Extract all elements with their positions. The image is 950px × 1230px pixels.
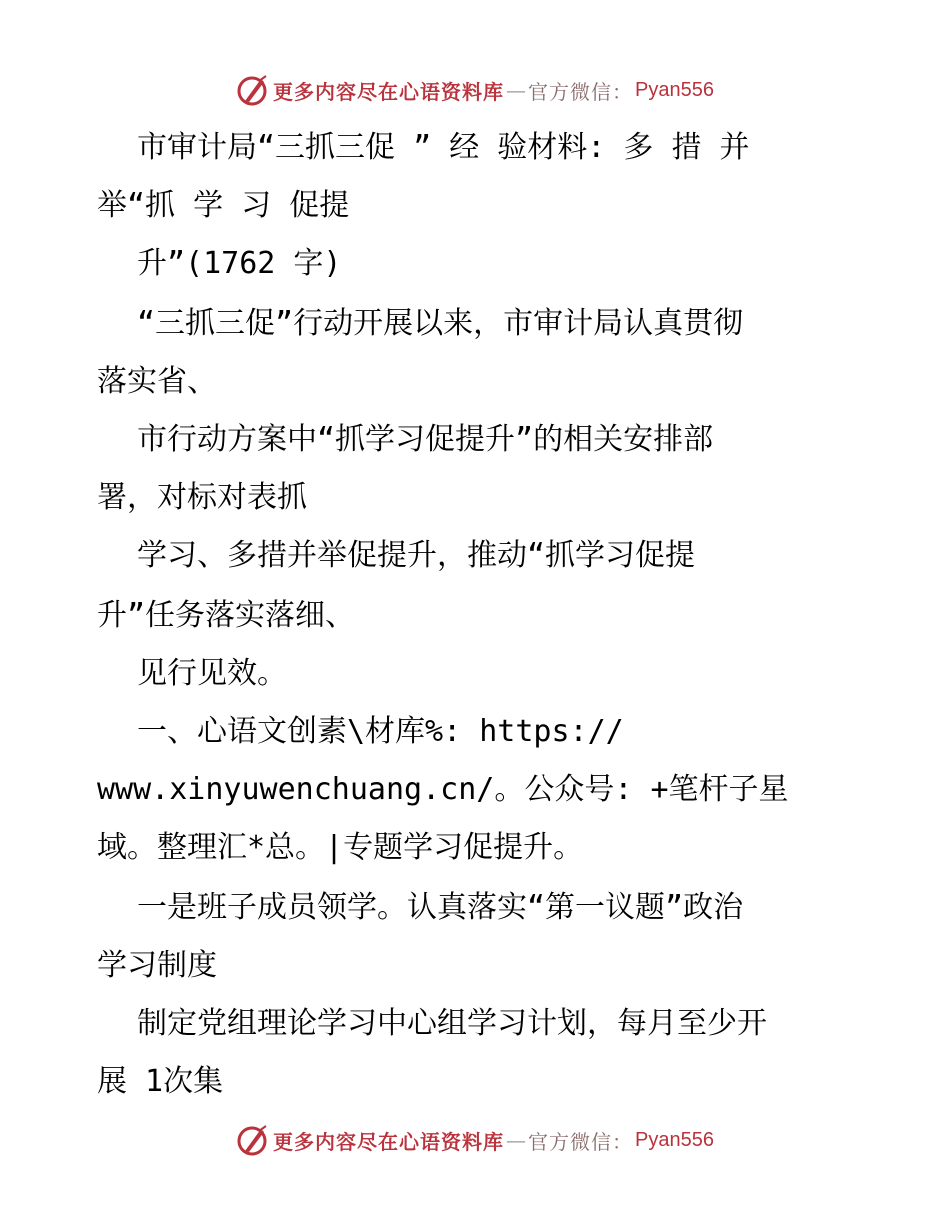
text-line: 学习、多措并举促提升，推动“抓学习促提	[137, 538, 696, 573]
watermark-main-text: 更多内容尽在心语资料库	[273, 79, 504, 104]
text-line: 落实省、	[97, 364, 217, 399]
text-line: 一是班子成员领学。认真落实“第一议题”政治	[137, 890, 744, 925]
watermark-wechat-id: Pyan556	[635, 78, 714, 101]
watermark-wechat-label: 官方微信：	[528, 1129, 633, 1154]
text-line: 升”任务落实落细、	[97, 598, 356, 633]
text-line: 举“抓 学 习 促提	[97, 188, 350, 223]
text-line: 市审计局“三抓三促 ” 经 验材料: 多 措 并	[137, 130, 750, 165]
watermark-separator: —	[506, 1128, 526, 1152]
text-line: www.xinyuwenchuang.cn/。公众号: +笔杆子星	[97, 772, 789, 807]
text-line: 展 1次集	[97, 1064, 224, 1099]
text-line: 市行动方案中“抓学习促提升”的相关安排部	[137, 422, 714, 457]
text-line: “三抓三促”行动开展以来，市审计局认真贯彻	[137, 306, 744, 341]
text-line: 一、心语文创素\材库%: https://	[137, 714, 624, 749]
quill-logo-icon	[235, 73, 269, 107]
text-line: 域。整理汇*总。|专题学习促提升。	[97, 830, 584, 865]
watermark-separator: —	[506, 78, 526, 102]
header-watermark	[235, 72, 714, 108]
text-line: 学习制度	[97, 948, 217, 983]
watermark-wechat-id: Pyan556	[635, 1128, 714, 1151]
text-line: 见行见效。	[137, 656, 287, 691]
footer-watermark	[235, 1122, 714, 1158]
text-line: 升”(1762 字)	[137, 246, 342, 281]
text-line: 制定党组理论学习中心组学习计划，每月至少开	[137, 1006, 767, 1041]
watermark-main-text: 更多内容尽在心语资料库	[273, 1129, 504, 1154]
text-line: 署，对标对表抓	[97, 480, 307, 515]
watermark-wechat-label: 官方微信：	[528, 79, 633, 104]
quill-logo-icon	[235, 1123, 269, 1157]
